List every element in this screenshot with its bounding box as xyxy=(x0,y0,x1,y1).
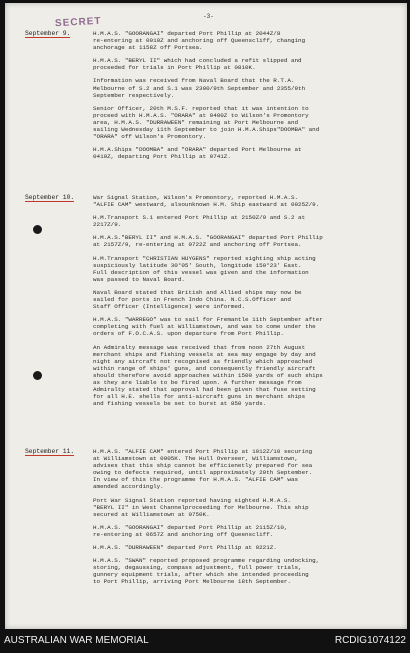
entry-date: September 10. xyxy=(25,194,75,201)
entry-paragraph: Naval Board stated that British and Allied ships may now be sailed for ports in French Indo China. N.C.S.Officer and Staff Officer (Intelligence) were informed. xyxy=(93,288,302,311)
entry-paragraph: H.M.A.S. "DURRAWEEN" departed Port Phillip at 0221Z. xyxy=(93,544,277,552)
footer-source: AUSTRALIAN WAR MEMORIAL xyxy=(4,635,149,646)
entry-body xyxy=(93,30,395,160)
entry-paragraph: H.M.A.S."BERYL II" and H.M.A.S. "GOORANGAI" departed Port Phillip at 2157Z/9, re-entering at 0722Z and anchoring off Portsea. xyxy=(93,234,323,249)
secret-stamp: SECRET xyxy=(54,15,102,30)
entry-body xyxy=(93,194,395,407)
entry-date: September 9. xyxy=(25,30,71,37)
log-entry xyxy=(25,448,395,592)
entry-paragraph: H.M.A.S. "WARREGO" was to sail for Fremantle 11th September after completing with fuel at Williamstown, and was to come under the orders of F.O.C.A.S. upon departure from Port Phillip. xyxy=(93,316,323,338)
entry-paragraph: H.M.A.S. "BERYL II" which had concluded a refit slipped and proceeded for trials in Port Phillip at 0810K. xyxy=(93,57,302,72)
entry-paragraph: H.M.Transport "CHRISTIAN HUYGENS" reported sighting ship acting suspiciously latitude 30°05' South, longitude 150°23' East. Full description of this vessel was given and the information was passed to Naval Board. xyxy=(93,254,316,283)
entry-paragraph: An Admiralty message was received that from noon 27th August merchant ships and fishing vessels at sea may engage by day and night any aircraft not recognised as friendly which approached within range of ships' guns, and consequently friendly aircraft should therefore avoid approaches within 1500 yards of such ships as they are liable to be fired upon. A further message from Admiralty stated that approval had been given that fuse setting for all H.E. shells for anti-aircraft guns in merchant ships and fishing vessels be set to burst at 850 yards. xyxy=(93,343,323,408)
entry-paragraph: Information was received from Naval Board that the R.T.A. Melbourne of S.2 and S.1 was 2300/9th September and 2355/9th September respectively. xyxy=(93,77,306,99)
archive-footer xyxy=(0,629,410,653)
entry-body xyxy=(93,448,395,586)
log-entry xyxy=(25,30,395,166)
entry-paragraph: Port War Signal Station reported having sighted H.M.A.S. "BERYL II" in West Channelproceeding for Melbourne. This ship secured at Williamstown at 0750K. xyxy=(93,496,309,518)
footer-record-id: RCDIG1074122 xyxy=(334,635,406,646)
document-page xyxy=(5,3,407,629)
entry-paragraph: H.M.A.S. "GOORANGAI" departed Port Phillip at 2044Z/8 re-entering at 0910Z and anchoring off Queenscliff, changing anchorage at 1158Z off Portsea. xyxy=(93,30,306,52)
entry-paragraph: H.M.A.S. "SWAN" reported proposed programme regarding undocking, storing, degaussing, compass adjustment, full power trials, gunnery equipment trials, after which she intended proceeding to Port Phillip, arriving Port Melbourne 18th September. xyxy=(93,557,320,586)
page-number: -3- xyxy=(203,13,214,20)
entry-paragraph: H.M.Transport S.1 entered Port Phillip at 2150Z/9 and S.2 at 2217Z/9. xyxy=(93,214,306,229)
entry-paragraph: H.M.A.S. "ALFIE CAM" entered Port Phillip at 1912Z/10 securing at Williamstown at 0905K. The Hull Overseer, Williamstown, advises that this ship cannot be efficienetly prepared for sea owing to defects required, until approximately 20th September. In view of this the programme for H.M.A.S. "ALFIE CAM" was amended accordingly. xyxy=(93,448,313,491)
entry-paragraph: War Signal Station, Wilson's Promontory, reported H.M.A.S. "ALFIE CAM" westward, alsounknown H.M. Ship eastward at 0925Z/9. xyxy=(93,194,320,209)
entry-paragraph: Senior Officer, 20th M.S.F. reported that it was intention to proceed with H.M.A.S. "ORARA" at 0400Z to Wilson's Promontory area, H.M.A.S. "DURRAWEEN" remaining at Port Melbourne and sailing Wednesday 11th September to join H.M.A.Ships"DOOMBA" and "ORARA" off Wilson's Promontory. xyxy=(93,104,320,141)
entry-paragraph: H.M.A.S. "GOORANGAI" departed Port Phillip at 2115Z/10, re-entering at 0657Z and anchoring off Queenscliff. xyxy=(93,523,288,538)
entry-date: September 11. xyxy=(25,448,75,455)
entry-paragraph: H.M.A.Ships "DOOMBA" and "ORARA" departed Port Melbourne at 0410Z, departing Port Phillip at 0741Z. xyxy=(93,146,302,161)
log-entry xyxy=(25,194,395,413)
